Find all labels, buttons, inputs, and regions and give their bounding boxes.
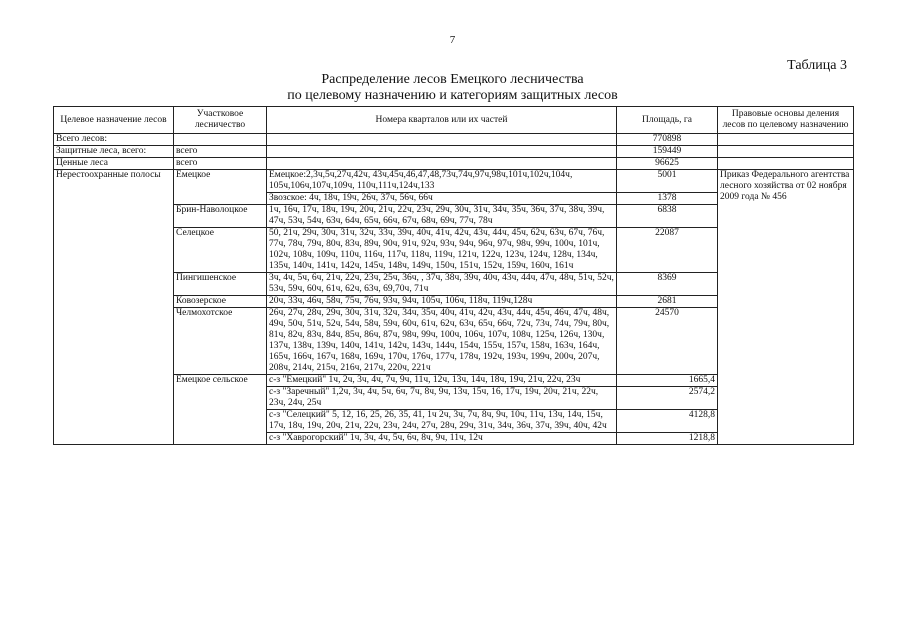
area-cell: 1218,8 xyxy=(617,433,718,445)
area-cell: 1665,4 xyxy=(617,375,718,387)
row-legal xyxy=(718,146,854,158)
quarters-cell: 26ч, 27ч, 28ч, 29ч, 30ч, 31ч, 32ч, 34ч, 35ч, 40ч, 41ч, 42ч, 43ч, 44ч, 45ч, 46ч, 47ч, 48ч, 49ч, 50ч, 51ч, 52ч, 54ч, 58ч, 59ч, 60ч, 61ч, 62ч, 63ч, 65ч, 66ч, 72ч, 73ч, 74ч, 79ч, 80ч, 81ч, 82ч, 83ч, 84ч, 85ч, 86ч, 87ч, 98ч, 99ч, 100ч, 106ч, 107ч, 108ч, 125ч, 126ч, 130ч, 137ч, 138ч, 139ч, 140ч, 141ч, 142ч, 143ч, 144ч, 154ч, 155ч, 157ч, 158ч, 163ч, 164ч, 165ч, 166ч, 167ч, 168ч, 169ч, 170ч, 176ч, 177ч, 178ч, 192ч, 193ч, 199ч, 200ч, 207ч, 208ч, 214ч, 215ч, 216ч, 217ч, 220ч, 221ч xyxy=(267,308,617,375)
area-cell: 2574,2 xyxy=(617,387,718,410)
area-cell: 22087 xyxy=(617,228,718,273)
row-district: всего xyxy=(174,146,267,158)
district-name: Челмохотское xyxy=(174,308,267,375)
title-line-2: по целевому назначению и категориям защитных лесов xyxy=(287,88,618,103)
district-name: Емецкое сельское xyxy=(174,375,267,445)
row-legal xyxy=(718,134,854,146)
header-area: Площадь, га xyxy=(617,107,718,134)
row-district: всего xyxy=(174,158,267,170)
table-label: Таблица 3 xyxy=(787,58,847,73)
area-cell: 24570 xyxy=(617,308,718,375)
area-cell: 1378 xyxy=(617,193,718,205)
area-cell: 6838 xyxy=(617,205,718,228)
row-quarters xyxy=(267,146,617,158)
row-quarters xyxy=(267,158,617,170)
quarters-cell: 20ч, 33ч, 46ч, 58ч, 75ч, 76ч, 93ч, 94ч, 105ч, 106ч, 118ч, 119ч,128ч xyxy=(267,296,617,308)
table-header-row xyxy=(54,107,854,134)
row-purpose: Защитные леса, всего: xyxy=(54,146,174,158)
row-legal xyxy=(718,158,854,170)
page-number: 7 xyxy=(449,34,456,46)
area-cell: 2681 xyxy=(617,296,718,308)
district-name: Селецкое xyxy=(174,228,267,273)
table-row xyxy=(54,170,854,193)
row-quarters xyxy=(267,134,617,146)
table-title xyxy=(0,72,905,104)
row-district xyxy=(174,134,267,146)
row-area: 96625 xyxy=(617,158,718,170)
district-name: Пингишенское xyxy=(174,273,267,296)
header-legal: Правовые основы деления лесов по целевому назначению xyxy=(718,107,854,134)
district-name: Емецкое xyxy=(174,170,267,205)
quarters-cell: с-з "Хаврогорский" 1ч, 3ч, 4ч, 5ч, 6ч, 8ч, 9ч, 11ч, 12ч xyxy=(267,433,617,445)
table-body xyxy=(54,134,854,445)
quarters-cell: 1ч, 16ч, 17ч, 18ч, 19ч, 20ч, 21ч, 22ч, 23ч, 29ч, 30ч, 31ч, 34ч, 35ч, 36ч, 37ч, 38ч, 39ч, 47ч, 53ч, 54ч, 63ч, 64ч, 65ч, 66ч, 67ч, 68ч, 69ч, 77ч, 78ч xyxy=(267,205,617,228)
header-district: Участковое лесничество xyxy=(174,107,267,134)
row-area: 159449 xyxy=(617,146,718,158)
district-name: Ковозерское xyxy=(174,296,267,308)
header-quarters: Номера кварталов или их частей xyxy=(267,107,617,134)
row-purpose: Ценные леса xyxy=(54,158,174,170)
quarters-cell: Емецкое:2,3ч,5ч,27ч,42ч, 43ч,45ч,46,47,48,73ч,74ч,97ч,98ч,101ч,102ч,104ч, 105ч,106ч,107ч,109ч, 110ч,111ч,124ч,133 xyxy=(267,170,617,193)
area-cell: 4128,8 xyxy=(617,410,718,433)
section-purpose: Нерестоохранные полосы xyxy=(54,170,174,445)
area-cell: 8369 xyxy=(617,273,718,296)
quarters-cell: Звозское: 4ч, 18ч, 19ч, 26ч, 37ч, 56ч, 66ч xyxy=(267,193,617,205)
quarters-cell: 50, 21ч, 29ч, 30ч, 31ч, 32ч, 33ч, 39ч, 40ч, 41ч, 42ч, 43ч, 44ч, 45ч, 62ч, 63ч, 67ч, 76ч, 77ч, 78ч, 79ч, 80ч, 83ч, 89ч, 90ч, 91ч, 92ч, 93ч, 94ч, 96ч, 97ч, 98ч, 99ч, 100ч, 101ч, 102ч, 108ч, 109ч, 110ч, 116ч, 117ч, 118ч, 119ч, 121ч, 122ч, 123ч, 124ч, 128ч, 134ч, 135ч, 140ч, 141ч, 142ч, 145ч, 148ч, 149ч, 150ч, 151ч, 152ч, 159ч, 160ч, 161ч xyxy=(267,228,617,273)
area-cell: 5001 xyxy=(617,170,718,193)
title-line-1: Распределение лесов Емецкого лесничества xyxy=(321,72,584,87)
header-purpose: Целевое назначение лесов xyxy=(54,107,174,134)
row-purpose: Всего лесов: xyxy=(54,134,174,146)
table-row xyxy=(54,134,854,146)
quarters-cell: с-з "Заречный" 1,2ч, 3ч, 4ч, 5ч, 6ч, 7ч, 8ч, 9ч, 13ч, 15ч, 16, 17ч, 19ч, 20ч, 21ч, 22ч, 23ч, 24ч, 25ч xyxy=(267,387,617,410)
quarters-cell: с-з "Емецкий" 1ч, 2ч, 3ч, 4ч, 7ч, 9ч, 11ч, 12ч, 13ч, 14ч, 18ч, 19ч, 21ч, 22ч, 23ч xyxy=(267,375,617,387)
quarters-cell: 3ч, 4ч, 5ч, 6ч, 21ч, 22ч, 23ч, 25ч, 36ч, , 37ч, 38ч, 39ч, 40ч, 43ч, 44ч, 47ч, 48ч, 51ч, 52ч, 53ч, 59ч, 60ч, 61ч, 62ч, 63ч, 69,70ч, 71ч xyxy=(267,273,617,296)
forest-distribution-table xyxy=(53,106,854,445)
quarters-cell: с-з "Селецкий" 5, 12, 16, 25, 26, 35, 41, 1ч 2ч, 3ч, 7ч, 8ч, 9ч, 10ч, 11ч, 13ч, 14ч, 15ч, 17ч, 18ч, 19ч, 20ч, 21ч, 22ч, 23ч, 24ч, 27ч, 28ч, 29ч, 31ч, 34ч, 36ч, 37ч, 39ч, 40ч, 42ч xyxy=(267,410,617,433)
legal-basis: Приказ Федерального агентства лесного хозяйства от 02 ноября 2009 года № 456 xyxy=(718,170,854,445)
district-name: Брин-Наволоцкое xyxy=(174,205,267,228)
row-area: 770898 xyxy=(617,134,718,146)
table-row xyxy=(54,158,854,170)
table-row xyxy=(54,146,854,158)
